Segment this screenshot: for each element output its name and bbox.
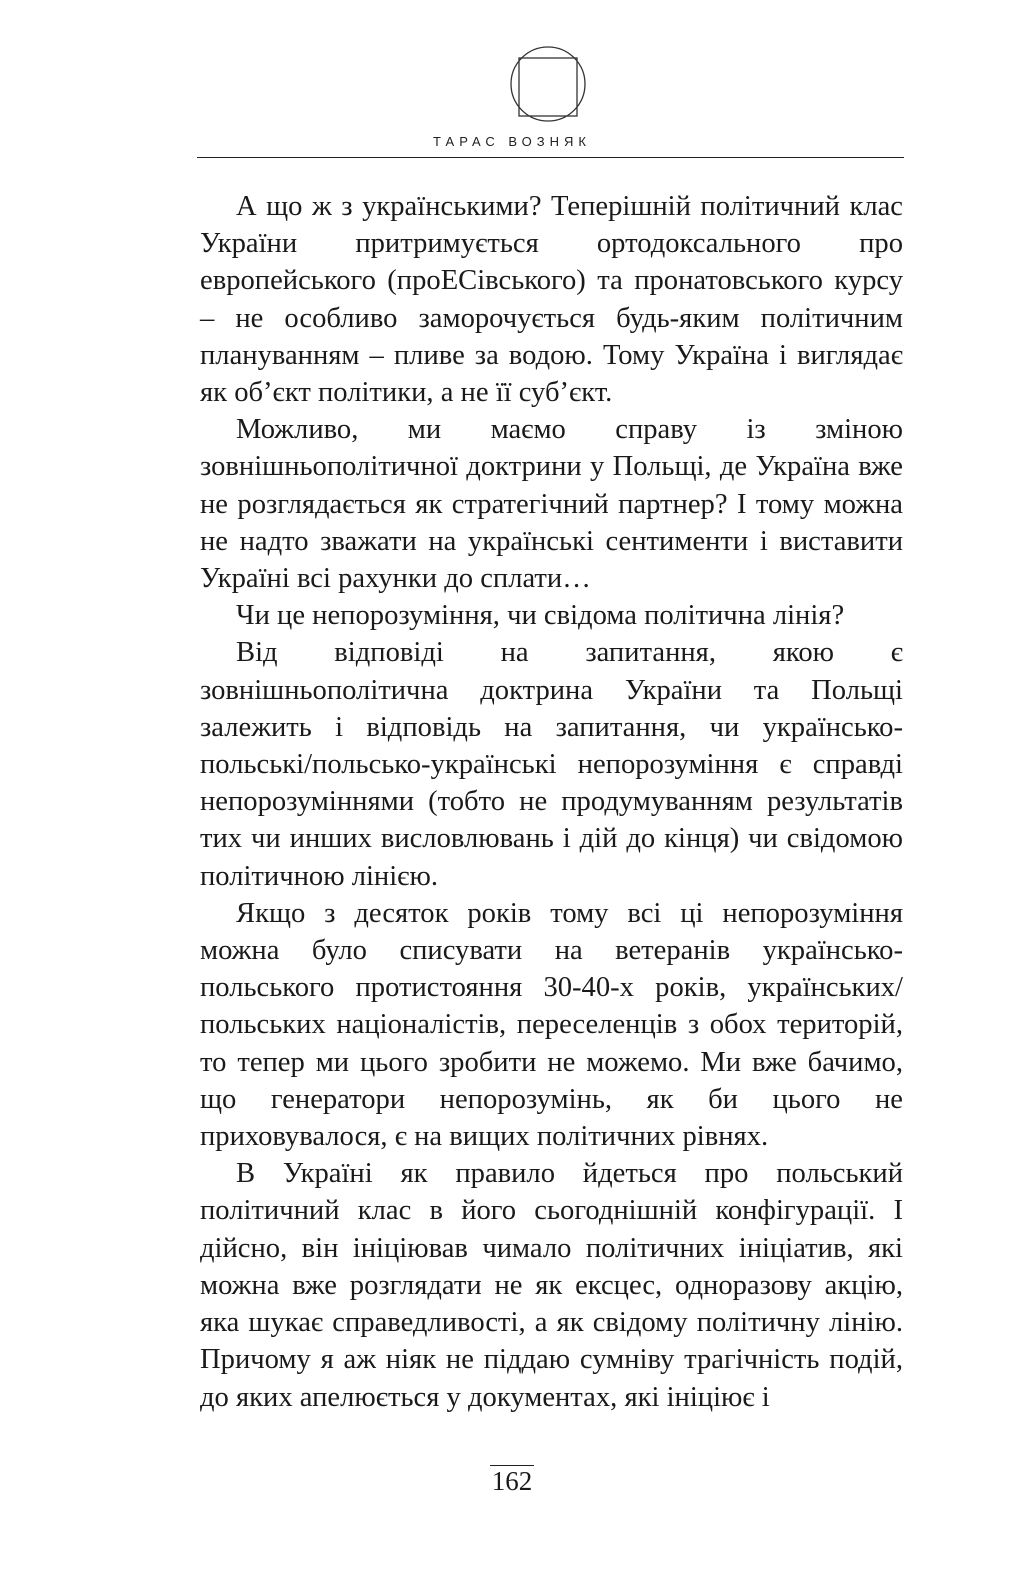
paragraph: А що ж з українськими? Теперішній політичний клас України притримується ортодоксального про европейського (проЕСівського) та пронатовського курсу – не особливо заморочується будь-яким політичним плануванням – пливе за водою. Тому Україна і виглядає як об’єкт політики, а не її суб’єкт. (200, 191, 903, 409)
page-number-footer (0, 1466, 1024, 1497)
paragraph: Чи це непорозуміння, чи свідома політична лінія? (236, 600, 845, 632)
running-header-author: ТАРАС ВОЗНЯК (433, 134, 591, 149)
page-body (200, 188, 903, 1416)
circle-square-emblem-icon (508, 44, 588, 124)
paragraph: В Україні як правило йдеться про польський політичний клас в його сьогоднішній конфігурації. І дійсно, він ініціював чимало політичних ініціатив, які можна вже розглядати не як ексцес, одноразову акцію, яка шукає справедливості, а як свідому політичну лінію. Причому я аж ніяк не піддаю сумніву трагічність подій, до яких апелюється у документах, які ініціює і (200, 1158, 903, 1413)
page-number: 162 (491, 1466, 533, 1496)
header-divider (197, 157, 904, 158)
paragraph: Від відповіді на запитання, якою є зовнішньополітична доктрина України та Польщі залежить і відповідь на запитання, чи українсько-польські/польсько-українські непорозуміння є справді непорозуміннями (тобто не продумуванням результатів тих чи инших висловлювань і дій до кінця) чи свідомою політичною лінією. (200, 637, 903, 892)
paragraph: Якщо з десяток років тому всі ці непорозуміння можна було списувати на ветеранів українсько-польського протистояння 30-40-х років, українських/польських націоналістів, переселенців з обох територій, то тепер ми цього зробити не можемо. Ми вже бачимо, що генератори непорозумінь, як би цього не приховувалося, є на вищих політичних рівнях. (200, 897, 903, 1153)
paragraph: Можливо, ми маємо справу із зміною зовнішньополітичної доктрини у Польщі, де Україна вже не розглядається як стратегічний партнер? І тому можна не надто зважати на українські сентименти і виставити Україні всі рахунки до сплати… (200, 414, 903, 595)
